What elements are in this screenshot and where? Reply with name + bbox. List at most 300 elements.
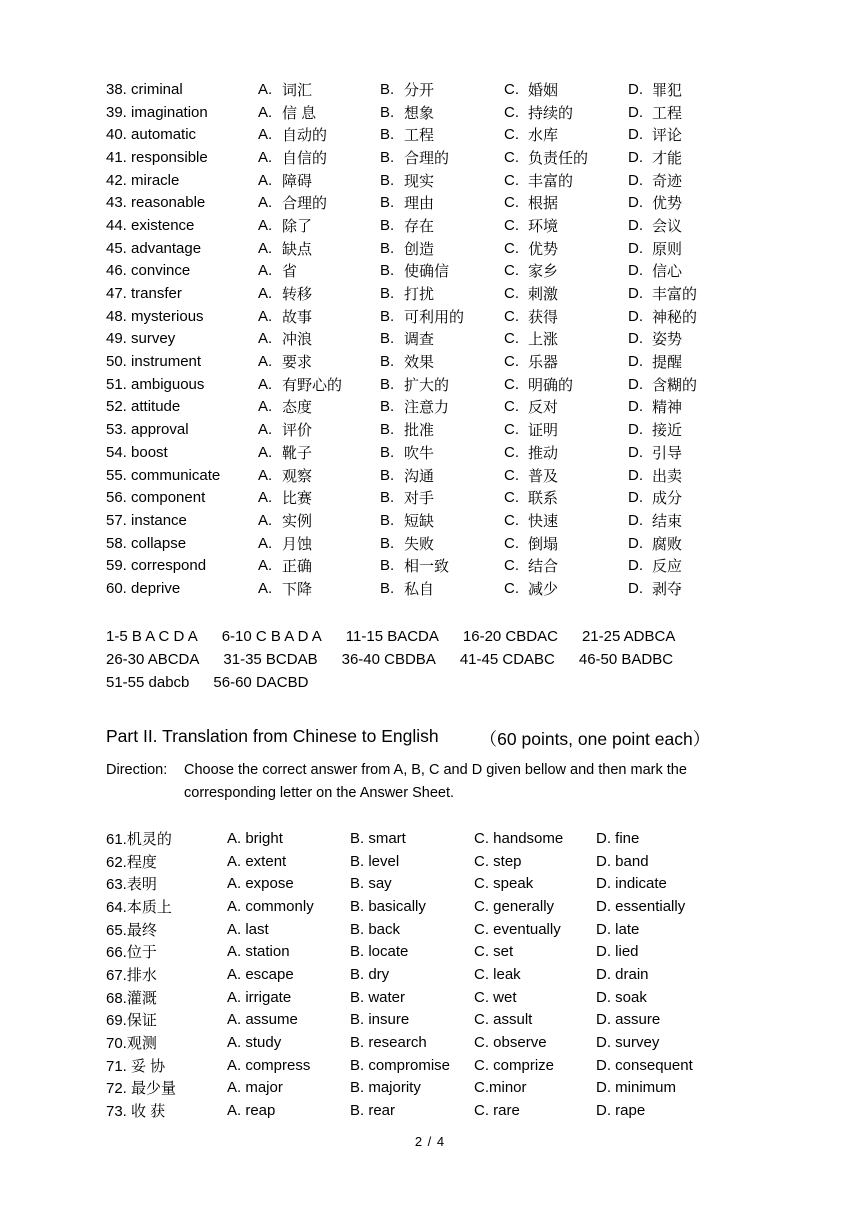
option-letter: D. <box>628 239 643 257</box>
option-letter: B. <box>380 375 395 393</box>
option-text: 存在 <box>404 217 435 235</box>
answer-key-segment: 36-40 CBDBA <box>341 651 436 669</box>
option-cell-c <box>504 238 628 259</box>
option-text: 神秘的 <box>652 308 698 326</box>
option-cell-a <box>258 192 380 213</box>
option-text: 理由 <box>404 195 435 213</box>
question-label: 39. imagination <box>106 103 208 121</box>
option-letter: D. <box>628 579 643 597</box>
option-text: 丰富的 <box>528 172 574 190</box>
option-letter: B. <box>380 330 395 348</box>
option-cell-a: A. major <box>227 1079 283 1097</box>
option-text: 月蚀 <box>282 535 313 553</box>
option-text: 私自 <box>404 580 435 598</box>
option-letter: D. <box>628 375 643 393</box>
option-cell-b <box>380 260 504 281</box>
option-cell-d <box>628 419 682 440</box>
option-cell-d <box>628 238 682 259</box>
option-cell-a <box>258 328 380 349</box>
option-cell-c: C. step <box>474 852 522 870</box>
option-cell-a <box>258 396 380 417</box>
option-cell-a <box>258 578 380 599</box>
option-text: 原则 <box>652 240 683 258</box>
vocab-question-row <box>106 486 697 509</box>
option-text: 优势 <box>652 195 683 213</box>
option-cell-c <box>504 306 628 327</box>
option-cell-a: A. station <box>227 943 290 961</box>
option-cell-b: B. say <box>350 875 392 893</box>
option-cell-d: D. band <box>596 852 649 870</box>
vocab-question-row <box>106 554 697 577</box>
option-text: 可利用的 <box>404 308 465 326</box>
page-number: 2 / 4 <box>414 1134 446 1149</box>
translation-question-row <box>106 1054 693 1077</box>
option-cell-d <box>628 79 682 100</box>
option-text: 联系 <box>528 490 559 508</box>
vocab-question-row <box>106 305 697 328</box>
option-cell-b <box>380 555 504 576</box>
option-cell-c <box>504 442 628 463</box>
option-letter: A. <box>258 534 273 552</box>
option-cell-c <box>504 510 628 531</box>
vocab-question-row <box>106 282 697 305</box>
option-letter: C. <box>504 375 519 393</box>
option-cell-d <box>628 555 682 576</box>
option-cell-a <box>258 147 380 168</box>
question-label: 66.位于 <box>106 944 157 962</box>
vocab-question-row <box>106 373 697 396</box>
part2-heading-row <box>106 726 710 751</box>
vocab-question-row <box>106 260 697 283</box>
vocab-question-row <box>106 532 697 555</box>
option-letter: D. <box>628 466 643 484</box>
option-text: 缺点 <box>282 240 313 258</box>
option-letter: D. <box>628 398 643 416</box>
option-cell-d <box>628 510 682 531</box>
option-text: 相一致 <box>404 558 450 576</box>
option-cell-a: A. bright <box>227 829 283 847</box>
option-cell-d <box>628 124 682 145</box>
direction-text <box>184 759 687 804</box>
option-text: 结束 <box>652 512 683 530</box>
option-text: 普及 <box>528 467 559 485</box>
answer-key-line <box>106 671 675 694</box>
option-letter: A. <box>258 421 273 439</box>
option-cell-d: D. minimum <box>596 1079 677 1097</box>
option-letter: D. <box>628 216 643 234</box>
option-text: 要求 <box>282 354 313 372</box>
question-label: 65.最终 <box>106 921 157 939</box>
option-text: 工程 <box>404 127 435 145</box>
option-letter: B. <box>380 285 395 303</box>
option-text: 词汇 <box>282 81 313 99</box>
option-text: 观察 <box>282 467 313 485</box>
translation-question-row <box>106 1009 693 1032</box>
option-letter: A. <box>258 103 273 121</box>
part2-points: （60 points, one point each） <box>479 729 711 749</box>
option-cell-d <box>628 465 682 486</box>
option-text: 倒塌 <box>528 535 559 553</box>
option-text: 环境 <box>528 217 559 235</box>
option-letter: D. <box>628 285 643 303</box>
option-text: 奇迹 <box>652 172 683 190</box>
option-text: 短缺 <box>404 512 435 530</box>
option-letter: A. <box>258 398 273 416</box>
option-cell-b <box>380 147 504 168</box>
option-text: 乐器 <box>528 354 559 372</box>
option-letter: C. <box>504 307 519 325</box>
option-text: 成分 <box>652 490 683 508</box>
option-cell-a: A. study <box>227 1034 282 1052</box>
question-label: 48. mysterious <box>106 307 204 325</box>
option-cell-c: C. generally <box>474 897 555 915</box>
option-text: 才能 <box>652 149 683 167</box>
vocab-question-row <box>106 396 697 419</box>
option-cell-d <box>628 578 682 599</box>
option-letter: B. <box>380 534 395 552</box>
option-letter: B. <box>380 194 395 212</box>
option-text: 省 <box>282 263 298 281</box>
option-letter: B. <box>380 171 395 189</box>
option-letter: B. <box>380 421 395 439</box>
option-cell-b: B. back <box>350 920 401 938</box>
option-letter: A. <box>258 557 273 575</box>
option-cell-b <box>380 306 504 327</box>
vocab-question-row <box>106 123 697 146</box>
option-letter: B. <box>380 353 395 371</box>
answer-key-segment: 41-45 CDABC <box>459 651 555 669</box>
translation-question-row <box>106 827 693 850</box>
translation-question-row <box>106 872 693 895</box>
option-cell-d <box>628 351 682 372</box>
question-label: 49. survey <box>106 330 176 348</box>
question-label: 47. transfer <box>106 285 182 303</box>
option-cell-b: B. smart <box>350 829 406 847</box>
option-cell-a: A. last <box>227 920 269 938</box>
option-cell-a <box>258 238 380 259</box>
option-cell-b: B. rear <box>350 1102 396 1120</box>
option-cell-c <box>504 555 628 576</box>
option-cell-c: C. speak <box>474 875 534 893</box>
option-cell-a <box>258 374 380 395</box>
part2-question-list <box>106 827 693 1122</box>
option-letter: C. <box>504 557 519 575</box>
option-cell-d: D. late <box>596 920 640 938</box>
option-letter: C. <box>504 511 519 529</box>
option-cell-a: A. reap <box>227 1102 276 1120</box>
option-cell-c: C. set <box>474 943 514 961</box>
translation-question-row <box>106 963 693 986</box>
translation-question-row <box>106 940 693 963</box>
part1-question-list <box>106 78 697 600</box>
option-letter: D. <box>628 148 643 166</box>
translation-question-row <box>106 918 693 941</box>
option-letter: D. <box>628 103 643 121</box>
question-label: 61.机灵的 <box>106 830 172 848</box>
answer-key-segment: 51-55 dabcb <box>106 674 190 692</box>
option-text: 姿势 <box>652 331 683 349</box>
option-letter: D. <box>628 330 643 348</box>
question-label: 56. component <box>106 489 206 507</box>
option-cell-a <box>258 306 380 327</box>
option-cell-c: C. rare <box>474 1102 520 1120</box>
option-cell-c <box>504 396 628 417</box>
option-cell-b <box>380 79 504 100</box>
option-cell-a <box>258 555 380 576</box>
answer-key-line <box>106 648 675 671</box>
option-cell-a <box>258 442 380 463</box>
option-letter: D. <box>628 126 643 144</box>
option-cell-d <box>628 442 682 463</box>
option-letter: D. <box>628 489 643 507</box>
option-letter: C. <box>504 398 519 416</box>
option-cell-c <box>504 374 628 395</box>
option-text: 失败 <box>404 535 435 553</box>
option-text: 想象 <box>404 104 435 122</box>
option-cell-a <box>258 283 380 304</box>
option-cell-b: B. majority <box>350 1079 421 1097</box>
option-letter: A. <box>258 307 273 325</box>
option-letter: A. <box>258 353 273 371</box>
option-text: 靴子 <box>282 444 313 462</box>
option-text: 实例 <box>282 512 313 530</box>
option-cell-c <box>504 533 628 554</box>
option-cell-a <box>258 79 380 100</box>
direction-line-1: Choose the correct answer from A, B, C and D given bellow and then mark the <box>184 762 687 778</box>
option-cell-d <box>628 102 682 123</box>
option-letter: D. <box>628 171 643 189</box>
option-letter: B. <box>380 239 395 257</box>
vocab-question-row <box>106 328 697 351</box>
option-letter: A. <box>258 330 273 348</box>
option-cell-d: D. survey <box>596 1034 660 1052</box>
option-cell-c <box>504 578 628 599</box>
option-cell-c <box>504 192 628 213</box>
option-cell-b <box>380 578 504 599</box>
option-letter: B. <box>380 466 395 484</box>
option-text: 含糊的 <box>652 376 698 394</box>
option-cell-b <box>380 102 504 123</box>
option-text: 会议 <box>652 217 683 235</box>
vocab-question-row <box>106 78 697 101</box>
option-text: 评论 <box>652 127 683 145</box>
option-cell-a <box>258 351 380 372</box>
option-cell-b <box>380 351 504 372</box>
option-letter: D. <box>628 511 643 529</box>
vocab-question-row <box>106 191 697 214</box>
option-cell-c <box>504 124 628 145</box>
option-cell-b <box>380 442 504 463</box>
option-cell-a <box>258 487 380 508</box>
option-cell-a <box>258 419 380 440</box>
option-text: 吹牛 <box>404 444 435 462</box>
option-cell-c: C.minor <box>474 1079 527 1097</box>
option-cell-b: B. insure <box>350 1011 410 1029</box>
option-cell-c <box>504 260 628 281</box>
vocab-question-row <box>106 214 697 237</box>
option-letter: A. <box>258 194 273 212</box>
question-label: 58. collapse <box>106 534 187 552</box>
vocab-question-row <box>106 418 697 441</box>
vocab-question-row <box>106 509 697 532</box>
option-text: 婚姻 <box>528 81 559 99</box>
question-label: 45. advantage <box>106 239 202 257</box>
option-text: 调查 <box>404 331 435 349</box>
option-text: 下降 <box>282 580 313 598</box>
option-cell-c: C. comprize <box>474 1056 555 1074</box>
option-cell-b <box>380 419 504 440</box>
option-letter: D. <box>628 534 643 552</box>
option-cell-d <box>628 215 682 236</box>
option-letter: C. <box>504 262 519 280</box>
option-cell-c: C. assult <box>474 1011 533 1029</box>
option-cell-a: A. irrigate <box>227 988 292 1006</box>
option-cell-b <box>380 124 504 145</box>
option-cell-c <box>504 465 628 486</box>
question-label: 46. convince <box>106 262 191 280</box>
option-text: 丰富的 <box>652 286 698 304</box>
question-label: 72. 最少量 <box>106 1080 177 1098</box>
question-label: 51. ambiguous <box>106 375 205 393</box>
option-letter: D. <box>628 443 643 461</box>
answer-key-segment: 6-10 C B A D A <box>221 628 322 646</box>
option-text: 态度 <box>282 399 313 417</box>
option-letter: C. <box>504 421 519 439</box>
option-cell-d <box>628 260 682 281</box>
answer-key-segment: 31-35 BCDAB <box>223 651 318 669</box>
question-label: 44. existence <box>106 216 195 234</box>
option-text: 打扰 <box>404 286 435 304</box>
option-cell-d: D. fine <box>596 829 640 847</box>
option-cell-d: D. soak <box>596 988 647 1006</box>
option-cell-d <box>628 283 697 304</box>
option-letter: C. <box>504 466 519 484</box>
option-letter: B. <box>380 126 395 144</box>
question-label: 42. miracle <box>106 171 180 189</box>
option-text: 合理的 <box>404 149 450 167</box>
option-text: 明确的 <box>528 376 574 394</box>
option-cell-b <box>380 192 504 213</box>
option-letter: A. <box>258 171 273 189</box>
question-label: 59. correspond <box>106 557 207 575</box>
option-cell-c: C. eventually <box>474 920 561 938</box>
question-label: 54. boost <box>106 443 168 461</box>
option-cell-d <box>628 147 682 168</box>
direction-label: Direction: <box>106 762 168 778</box>
option-cell-b: B. compromise <box>350 1056 451 1074</box>
option-cell-b: B. basically <box>350 897 426 915</box>
question-label: 63.表明 <box>106 876 157 894</box>
option-text: 冲浪 <box>282 331 313 349</box>
option-text: 现实 <box>404 172 435 190</box>
option-cell-c <box>504 351 628 372</box>
option-letter: D. <box>628 353 643 371</box>
option-text: 精神 <box>652 399 683 417</box>
question-label: 41. responsible <box>106 148 208 166</box>
option-cell-a: A. compress <box>227 1056 311 1074</box>
option-letter: C. <box>504 80 519 98</box>
option-letter: A. <box>258 239 273 257</box>
option-text: 沟通 <box>404 467 435 485</box>
option-cell-c <box>504 328 628 349</box>
option-text: 注意力 <box>404 399 450 417</box>
option-cell-a: A. commonly <box>227 897 314 915</box>
option-text: 创造 <box>404 240 435 258</box>
question-label: 55. communicate <box>106 466 221 484</box>
option-cell-b: B. water <box>350 988 406 1006</box>
option-text: 推动 <box>528 444 559 462</box>
option-letter: C. <box>504 216 519 234</box>
option-text: 快速 <box>528 512 559 530</box>
option-text: 批准 <box>404 422 435 440</box>
question-label: 52. attitude <box>106 398 181 416</box>
option-cell-d: D. rape <box>596 1102 646 1120</box>
option-cell-a <box>258 465 380 486</box>
option-text: 工程 <box>652 104 683 122</box>
option-letter: D. <box>628 557 643 575</box>
question-label: 50. instrument <box>106 353 202 371</box>
option-cell-b: B. locate <box>350 943 409 961</box>
option-cell-c: C. handsome <box>474 829 564 847</box>
option-letter: C. <box>504 126 519 144</box>
vocab-question-row <box>106 577 697 600</box>
option-letter: C. <box>504 579 519 597</box>
option-cell-d <box>628 396 682 417</box>
option-text: 水库 <box>528 127 559 145</box>
option-cell-d: D. assure <box>596 1011 661 1029</box>
option-cell-c <box>504 147 628 168</box>
option-text: 障碍 <box>282 172 313 190</box>
option-text: 自动的 <box>282 127 328 145</box>
answer-key-segment: 56-60 DACBD <box>213 674 309 692</box>
answer-key-segment: 21-25 ADBCA <box>581 628 676 646</box>
option-letter: C. <box>504 534 519 552</box>
option-text: 正确 <box>282 558 313 576</box>
option-cell-a <box>258 170 380 191</box>
translation-question-row <box>106 1099 693 1122</box>
option-letter: A. <box>258 375 273 393</box>
option-cell-c <box>504 79 628 100</box>
option-text: 减少 <box>528 580 559 598</box>
question-label: 67.排水 <box>106 966 157 984</box>
question-label: 62.程度 <box>106 853 157 871</box>
option-letter: B. <box>380 103 395 121</box>
option-text: 剥夺 <box>652 580 683 598</box>
option-letter: A. <box>258 80 273 98</box>
option-letter: B. <box>380 148 395 166</box>
translation-question-row <box>106 895 693 918</box>
option-text: 出卖 <box>652 467 683 485</box>
option-cell-a <box>258 102 380 123</box>
option-text: 上涨 <box>528 331 559 349</box>
option-cell-d: D. consequent <box>596 1056 693 1074</box>
option-letter: B. <box>380 398 395 416</box>
option-text: 获得 <box>528 308 559 326</box>
option-text: 结合 <box>528 558 559 576</box>
question-label: 40. automatic <box>106 126 197 144</box>
option-cell-c: C. wet <box>474 988 517 1006</box>
option-cell-a <box>258 510 380 531</box>
option-text: 比赛 <box>282 490 313 508</box>
question-label: 38. criminal <box>106 80 183 98</box>
option-cell-d <box>628 374 697 395</box>
option-text: 引导 <box>652 444 683 462</box>
question-label: 43. reasonable <box>106 194 206 212</box>
vocab-question-row <box>106 237 697 260</box>
option-text: 腐败 <box>652 535 683 553</box>
option-cell-c: C. observe <box>474 1034 547 1052</box>
answer-key-line <box>106 625 675 648</box>
